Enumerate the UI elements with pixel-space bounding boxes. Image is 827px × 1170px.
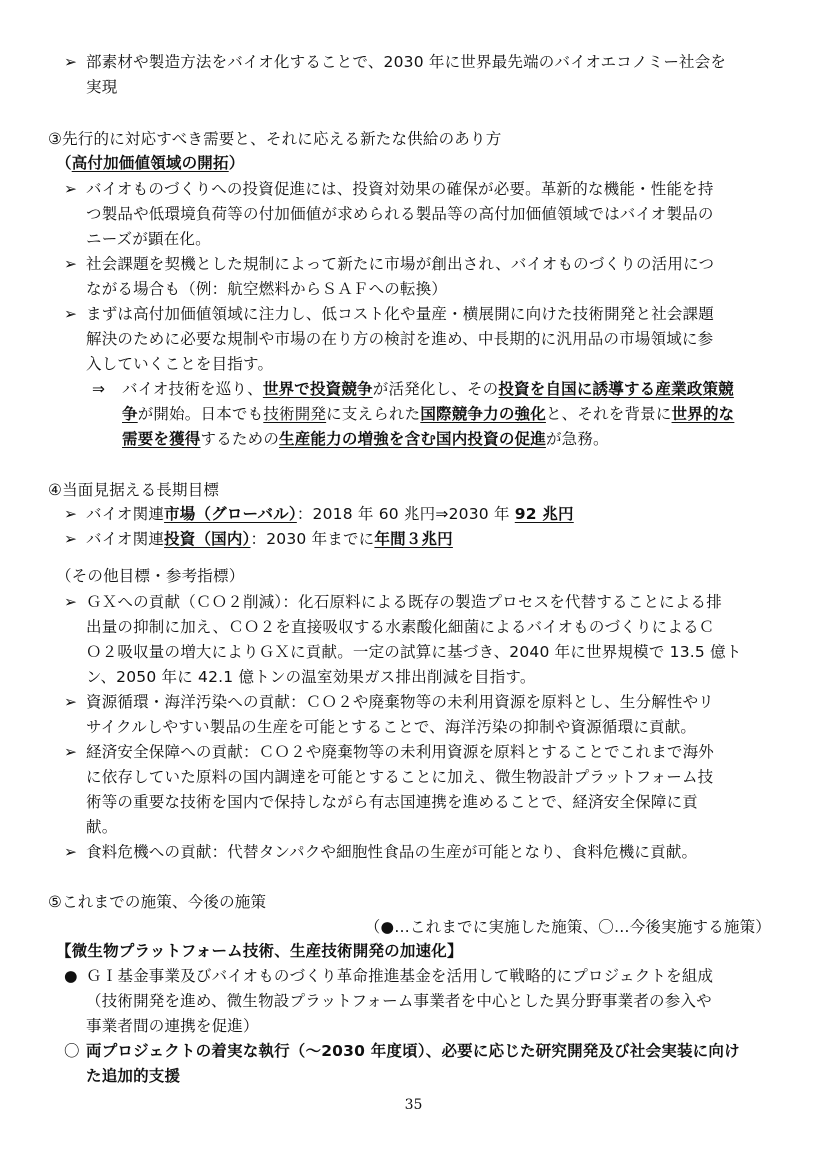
p2-line-1: 〇 両プロジェクトの着実な執行（～2030 年度頃）、必要に応じた研究開発及び社会実装に向け [64, 1039, 740, 1063]
o3-line-3: 術等の重要な技術を国内で保持しながら有志国連携を進めることで、経済安全保障に貢 [86, 793, 698, 811]
arrowhead-bullet-icon: ➢ [64, 505, 78, 523]
o2-line-2: サイクルしやすい製品の生産を可能とすることで、海洋汚染の抑制や資源循環に貢献。 [86, 718, 697, 736]
arrowhead-bullet-icon: ➢ [64, 305, 78, 323]
s3-bullet-3-line-2: 解決のために必要な規制や市場の在り方の検討を進め、中長期的に汎用品の市場領域に参 [86, 330, 714, 348]
s3-bullet-2-line-1: ➢ 社会課題を契機とした規制によって新たに市場が創出され、バイオものづくりの活用につ [64, 252, 714, 276]
implies-arrow-icon: ⇒ [92, 380, 106, 398]
page-number: 35 [404, 1097, 423, 1113]
s3-arrow-line-1: ⇒ バイオ技術を巡り、世界で投資競争が活発化し、その投資を自国に誘導する産業政策競 [92, 377, 734, 401]
p1-line-3: 事業者間の連携を促進） [86, 1017, 259, 1035]
p1-line-2: （技術開発を進め、微生物設プラットフォーム事業者を中心とした異分野事業者の参入や [86, 992, 712, 1010]
s3-bullet-1-line-1: ➢ バイオものづくりへの投資促進には、投資対効果の確保が必要。革新的な機能・性能を持 [64, 177, 714, 201]
arrowhead-bullet-icon: ➢ [64, 843, 78, 861]
s3-bullet-3-line-1: ➢ まずは高付加価値領域に注力し、低コスト化や量産・横展開に向けた技術開発と社会課題 [64, 302, 714, 326]
s3-bullet-1-line-2: つ製品や低環境負荷等の付加価値が求められる製品等の高付加価値領域ではバイオ製品の [86, 205, 714, 223]
o2-line-1: ➢ 資源循環・海洋汚染への貢献：ＣＯ２や廃棄物等の未利用資源を原料とし、生分解性やリ [64, 690, 714, 714]
p2-line-2: た追加的支援 [86, 1067, 181, 1085]
arrowhead-bullet-icon: ➢ [64, 530, 78, 548]
s3-bullet-3-line-3: 入していくことを目指す。 [86, 355, 274, 373]
arrowhead-bullet-icon: ➢ [64, 743, 78, 761]
o3-line-1: ➢ 経済安全保障への貢献：ＣＯ２や廃棄物等の未利用資源を原料とすることでこれまで海外 [64, 740, 714, 764]
section-4-heading: ④当面見据える長期目標 [48, 481, 220, 499]
o1-line-2: 出量の抑制に加え、ＣＯ２を直接吸収する水素酸化細菌によるバイオものづくりによるＣ [86, 618, 715, 636]
arrowhead-bullet-icon: ➢ [64, 255, 78, 273]
o3-line-4: 献。 [86, 818, 118, 836]
section-3-heading: ③先行的に対応すべき需要と、それに応える新たな供給のあり方 [48, 130, 502, 148]
arrowhead-bullet-icon: ➢ [64, 53, 78, 71]
intro-bullet-line-1: ➢ 部素材や製造方法をバイオ化することで、2030 年に世界最先端のバイオエコノミー社会を [64, 50, 726, 74]
arrowhead-bullet-icon: ➢ [64, 693, 78, 711]
o1-line-3: Ｏ２吸収量の増大によりＧＸに貢献。一定の試算に基づき、2040 年に世界規模で 13.5 億ト [86, 643, 742, 661]
filled-circle-bullet-icon: ● [64, 967, 78, 985]
goal-market: ➢ バイオ関連市場（グローバル）：2018 年 60 兆円⇒2030 年 92 兆円 [64, 502, 574, 526]
o4-line-1: ➢ 食料危機への貢献：代替タンパクや細胞性食品の生産が可能となり、食料危機に貢献。 [64, 840, 697, 864]
s3-bullet-1-line-3: ニーズが顕在化。 [86, 230, 211, 248]
o1-line-4: ン、2050 年に 42.1 億トンの温室効果ガス排出削減を目指す。 [86, 668, 536, 686]
goal-investment: ➢ バイオ関連投資（国内）：2030 年までに年間３兆円 [64, 527, 453, 551]
s3-bullet-2-line-2: ながる場合も（例：航空燃料からＳＡＦへの転換） [86, 280, 448, 298]
measures-legend: （●…これまでに実施した施策、〇…今後実施する施策） [364, 918, 771, 936]
section-5-heading: ⑤これまでの施策、今後の施策 [48, 893, 267, 911]
arrowhead-bullet-icon: ➢ [64, 180, 78, 198]
open-circle-bullet-icon: 〇 [64, 1042, 80, 1060]
block-title: 【微生物プラットフォーム技術、生産技術開発の加速化】 [56, 942, 463, 960]
p1-line-1: ● ＧＩ基金事業及びバイオものづくり革命推進基金を活用して戦略的にプロジェクトを組成 [64, 964, 713, 988]
section-3-subheading: （高付加価値領域の開拓） [56, 154, 245, 172]
other-goals-heading: （その他目標・参考指標） [56, 567, 245, 585]
arrowhead-bullet-icon: ➢ [64, 593, 78, 611]
s3-arrow-line-2: 争が開始。日本でも技術開発に支えられた国際競争力の強化と、それを背景に世界的な [122, 405, 735, 423]
intro-bullet-line-2: 実現 [86, 78, 118, 96]
o1-line-1: ➢ ＧＸへの貢献（ＣＯ２削減）：化石原料による既存の製造プロセスを代替することによる排 [64, 590, 722, 614]
o3-line-2: に依存していた原料の国内調達を可能とすることに加え、微生物設計プラットフォーム技 [86, 768, 714, 786]
s3-arrow-line-3: 需要を獲得するための生産能力の増強を含む国内投資の促進が急務。 [122, 430, 609, 448]
